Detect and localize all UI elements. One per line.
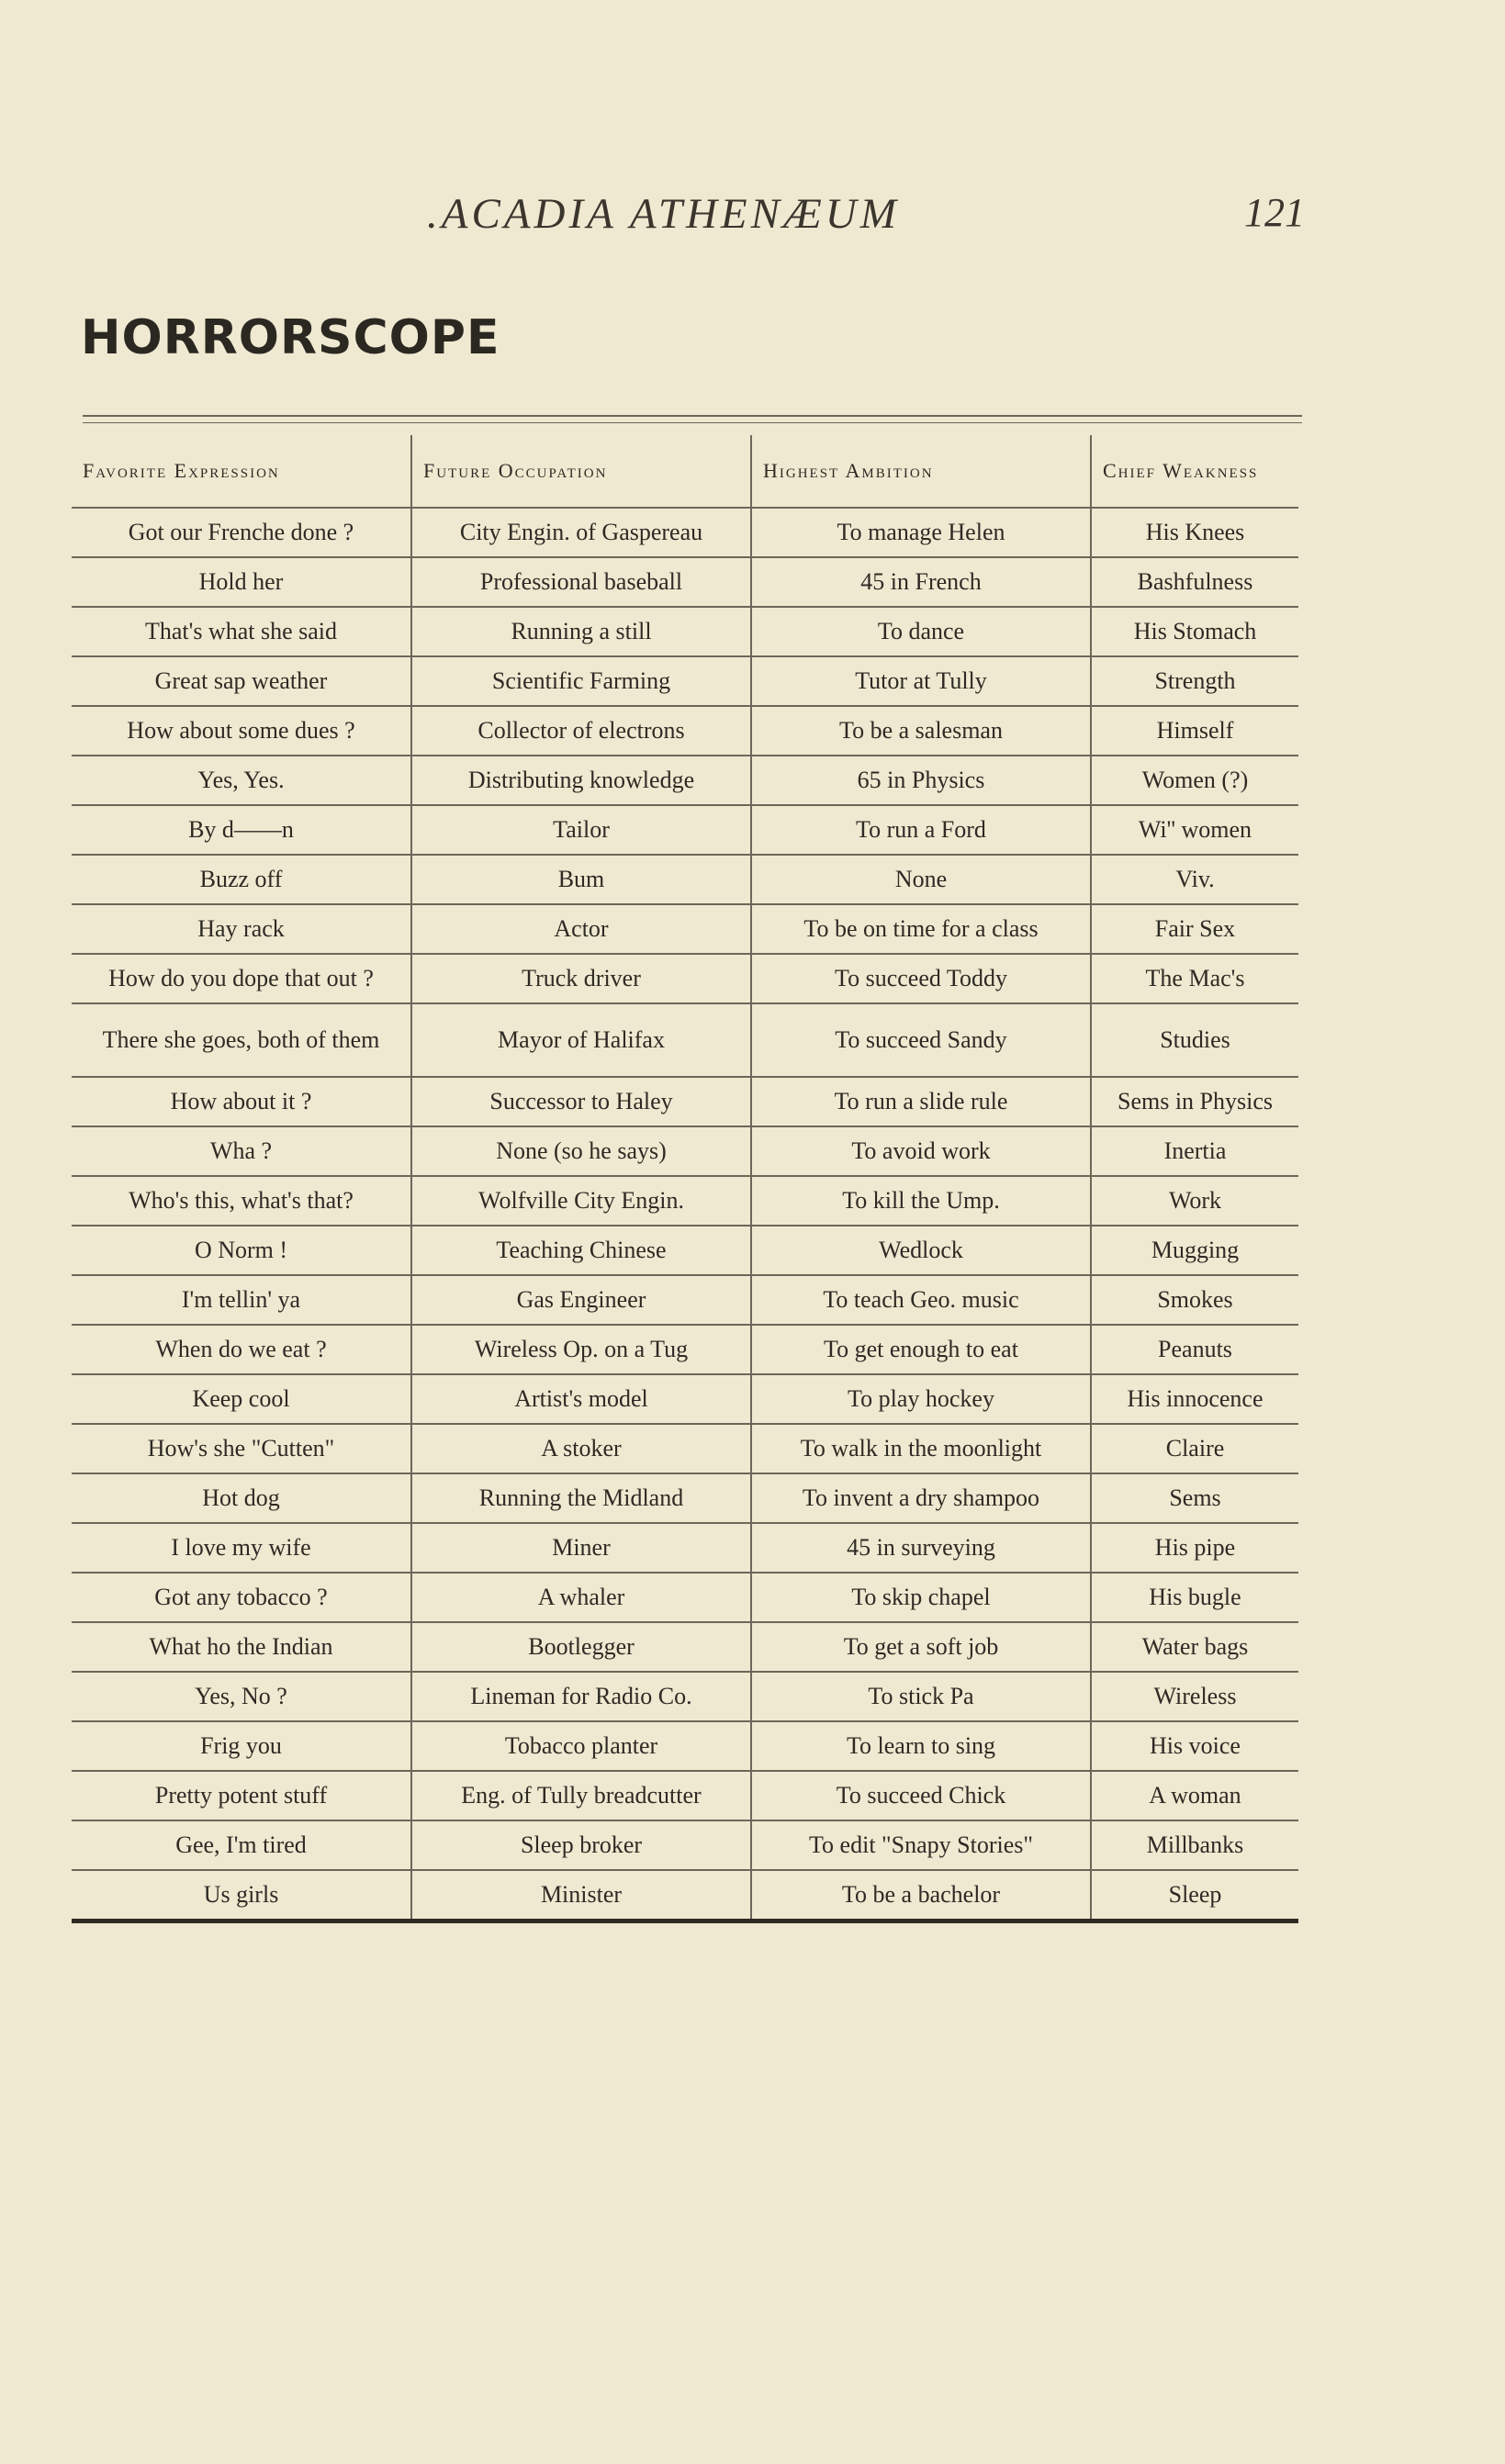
highest-ambition-cell: To get a soft job	[751, 1622, 1091, 1672]
highest-ambition-cell: To succeed Toddy	[751, 954, 1091, 1003]
table-row	[72, 1374, 1298, 1424]
highest-ambition-cell: To skip chapel	[751, 1573, 1091, 1622]
table-row	[72, 1077, 1298, 1126]
future-occupation-cell: Truck driver	[411, 954, 751, 1003]
chief-weakness-cell: Fair Sex	[1091, 904, 1298, 954]
chief-weakness-cell: His Stomach	[1091, 607, 1298, 656]
highest-ambition-cell: To invent a dry shampoo	[751, 1473, 1091, 1523]
favorite-expression-cell: Got our Frenche done ?	[72, 508, 411, 557]
future-occupation-cell: Artist's model	[411, 1374, 751, 1424]
highest-ambition-cell: To stick Pa	[751, 1672, 1091, 1721]
chief-weakness-cell: Sleep	[1091, 1870, 1298, 1921]
highest-ambition-cell: To succeed Chick	[751, 1771, 1091, 1820]
table-row	[72, 557, 1298, 607]
chief-weakness-cell: A woman	[1091, 1771, 1298, 1820]
favorite-expression-cell: Got any tobacco ?	[72, 1573, 411, 1622]
favorite-expression-cell: How's she "Cutten"	[72, 1424, 411, 1473]
favorite-expression-cell: How do you dope that out ?	[72, 954, 411, 1003]
table-row	[72, 706, 1298, 756]
highest-ambition-cell: None	[751, 855, 1091, 904]
future-occupation-cell: Running a still	[411, 607, 751, 656]
table-row	[72, 954, 1298, 1003]
column-header: Chief Weakness	[1091, 435, 1298, 508]
table-row	[72, 1176, 1298, 1226]
highest-ambition-cell: 65 in Physics	[751, 756, 1091, 805]
highest-ambition-cell: To play hockey	[751, 1374, 1091, 1424]
column-header: Future Occupation	[411, 435, 751, 508]
chief-weakness-cell: Millbanks	[1091, 1820, 1298, 1870]
chief-weakness-cell: Bashfulness	[1091, 557, 1298, 607]
table-row	[72, 1226, 1298, 1275]
chief-weakness-cell: Work	[1091, 1176, 1298, 1226]
chief-weakness-cell: Women (?)	[1091, 756, 1298, 805]
table-row	[72, 805, 1298, 855]
favorite-expression-cell: Yes, No ?	[72, 1672, 411, 1721]
top-rule	[83, 415, 1302, 417]
future-occupation-cell: Scientific Farming	[411, 656, 751, 706]
chief-weakness-cell: Smokes	[1091, 1275, 1298, 1325]
column-header: Favorite Expression	[72, 435, 411, 508]
future-occupation-cell: Collector of electrons	[411, 706, 751, 756]
chief-weakness-cell: Water bags	[1091, 1622, 1298, 1672]
future-occupation-cell: Tobacco planter	[411, 1721, 751, 1771]
future-occupation-cell: City Engin. of Gaspereau	[411, 508, 751, 557]
highest-ambition-cell: To manage Helen	[751, 508, 1091, 557]
favorite-expression-cell: Gee, I'm tired	[72, 1820, 411, 1870]
chief-weakness-cell: His pipe	[1091, 1523, 1298, 1573]
highest-ambition-cell: To get enough to eat	[751, 1325, 1091, 1374]
highest-ambition-cell: To be a salesman	[751, 706, 1091, 756]
favorite-expression-cell: Wha ?	[72, 1126, 411, 1176]
favorite-expression-cell: Pretty potent stuff	[72, 1771, 411, 1820]
table-row	[72, 508, 1298, 557]
future-occupation-cell: Successor to Haley	[411, 1077, 751, 1126]
future-occupation-cell: Distributing knowledge	[411, 756, 751, 805]
future-occupation-cell: Bum	[411, 855, 751, 904]
chief-weakness-cell: Mugging	[1091, 1226, 1298, 1275]
favorite-expression-cell: O Norm !	[72, 1226, 411, 1275]
highest-ambition-cell: To succeed Sandy	[751, 1003, 1091, 1077]
future-occupation-cell: Gas Engineer	[411, 1275, 751, 1325]
favorite-expression-cell: There she goes, both of them	[72, 1003, 411, 1077]
favorite-expression-cell: Us girls	[72, 1870, 411, 1921]
favorite-expression-cell: That's what she said	[72, 607, 411, 656]
favorite-expression-cell: When do we eat ?	[72, 1325, 411, 1374]
table-row	[72, 1325, 1298, 1374]
chief-weakness-cell: Claire	[1091, 1424, 1298, 1473]
table-row	[72, 1573, 1298, 1622]
highest-ambition-cell: Wedlock	[751, 1226, 1091, 1275]
page-number: 121	[1244, 190, 1305, 235]
favorite-expression-cell: Frig you	[72, 1721, 411, 1771]
highest-ambition-cell: To run a Ford	[751, 805, 1091, 855]
table-row	[72, 1622, 1298, 1672]
favorite-expression-cell: Who's this, what's that?	[72, 1176, 411, 1226]
chief-weakness-cell: The Mac's	[1091, 954, 1298, 1003]
favorite-expression-cell: I love my wife	[72, 1523, 411, 1573]
future-occupation-cell: Bootlegger	[411, 1622, 751, 1672]
chief-weakness-cell: Inertia	[1091, 1126, 1298, 1176]
future-occupation-cell: Teaching Chinese	[411, 1226, 751, 1275]
table-row	[72, 1721, 1298, 1771]
future-occupation-cell: Tailor	[411, 805, 751, 855]
highest-ambition-cell: To be on time for a class	[751, 904, 1091, 954]
table-row	[72, 607, 1298, 656]
favorite-expression-cell: Hay rack	[72, 904, 411, 954]
table-row	[72, 1672, 1298, 1721]
chief-weakness-cell: Strength	[1091, 656, 1298, 706]
favorite-expression-cell: Hold her	[72, 557, 411, 607]
highest-ambition-cell: To walk in the moonlight	[751, 1424, 1091, 1473]
table-row	[72, 1523, 1298, 1573]
table-row	[72, 656, 1298, 706]
favorite-expression-cell: How about some dues ?	[72, 706, 411, 756]
favorite-expression-cell: Great sap weather	[72, 656, 411, 706]
future-occupation-cell: Wireless Op. on a Tug	[411, 1325, 751, 1374]
table-row	[72, 1424, 1298, 1473]
chief-weakness-cell: Himself	[1091, 706, 1298, 756]
favorite-expression-cell: By d——n	[72, 805, 411, 855]
highest-ambition-cell: Tutor at Tully	[751, 656, 1091, 706]
chief-weakness-cell: Viv.	[1091, 855, 1298, 904]
table-row	[72, 904, 1298, 954]
future-occupation-cell: Minister	[411, 1870, 751, 1921]
highest-ambition-cell: To edit "Snapy Stories"	[751, 1820, 1091, 1870]
favorite-expression-cell: Yes, Yes.	[72, 756, 411, 805]
favorite-expression-cell: I'm tellin' ya	[72, 1275, 411, 1325]
table-row	[72, 1275, 1298, 1325]
favorite-expression-cell: Buzz off	[72, 855, 411, 904]
future-occupation-cell: Eng. of Tully breadcutter	[411, 1771, 751, 1820]
chief-weakness-cell: Sems	[1091, 1473, 1298, 1523]
chief-weakness-cell: Wireless	[1091, 1672, 1298, 1721]
running-head	[0, 189, 1505, 244]
favorite-expression-cell: How about it ?	[72, 1077, 411, 1126]
horrorscope-table-wrap	[72, 435, 1298, 1923]
future-occupation-cell: Miner	[411, 1523, 751, 1573]
favorite-expression-cell: Hot dog	[72, 1473, 411, 1523]
table-row	[72, 1771, 1298, 1820]
chief-weakness-cell: Studies	[1091, 1003, 1298, 1077]
column-header: Highest Ambition	[751, 435, 1091, 508]
chief-weakness-cell: His voice	[1091, 1721, 1298, 1771]
highest-ambition-cell: To dance	[751, 607, 1091, 656]
table-row	[72, 1473, 1298, 1523]
chief-weakness-cell: His innocence	[1091, 1374, 1298, 1424]
future-occupation-cell: None (so he says)	[411, 1126, 751, 1176]
future-occupation-cell: Actor	[411, 904, 751, 954]
highest-ambition-cell: To learn to sing	[751, 1721, 1091, 1771]
table-header-row	[72, 435, 1298, 508]
future-occupation-cell: A whaler	[411, 1573, 751, 1622]
highest-ambition-cell: 45 in surveying	[751, 1523, 1091, 1573]
table-row	[72, 756, 1298, 805]
highest-ambition-cell: To teach Geo. music	[751, 1275, 1091, 1325]
chief-weakness-cell: His bugle	[1091, 1573, 1298, 1622]
table-body	[72, 508, 1298, 1921]
future-occupation-cell: Running the Midland	[411, 1473, 751, 1523]
chief-weakness-cell: Wi'' women	[1091, 805, 1298, 855]
future-occupation-cell: Lineman for Radio Co.	[411, 1672, 751, 1721]
horrorscope-table	[72, 435, 1298, 1923]
highest-ambition-cell: To kill the Ump.	[751, 1176, 1091, 1226]
favorite-expression-cell: Keep cool	[72, 1374, 411, 1424]
future-occupation-cell: Wolfville City Engin.	[411, 1176, 751, 1226]
highest-ambition-cell: To be a bachelor	[751, 1870, 1091, 1921]
table-row	[72, 1820, 1298, 1870]
top-rule-thin	[83, 422, 1302, 423]
journal-title: .ACADIA ATHENÆUM	[427, 190, 900, 238]
future-occupation-cell: Sleep broker	[411, 1820, 751, 1870]
chief-weakness-cell: Sems in Physics	[1091, 1077, 1298, 1126]
future-occupation-cell: A stoker	[411, 1424, 751, 1473]
highest-ambition-cell: To run a slide rule	[751, 1077, 1091, 1126]
table-row	[72, 1003, 1298, 1077]
future-occupation-cell: Mayor of Halifax	[411, 1003, 751, 1077]
chief-weakness-cell: Peanuts	[1091, 1325, 1298, 1374]
table-row	[72, 855, 1298, 904]
chief-weakness-cell: His Knees	[1091, 508, 1298, 557]
favorite-expression-cell: What ho the Indian	[72, 1622, 411, 1672]
section-title: HORRORSCOPE	[81, 310, 500, 365]
highest-ambition-cell: To avoid work	[751, 1126, 1091, 1176]
table-row	[72, 1126, 1298, 1176]
table-row	[72, 1870, 1298, 1921]
future-occupation-cell: Professional baseball	[411, 557, 751, 607]
highest-ambition-cell: 45 in French	[751, 557, 1091, 607]
